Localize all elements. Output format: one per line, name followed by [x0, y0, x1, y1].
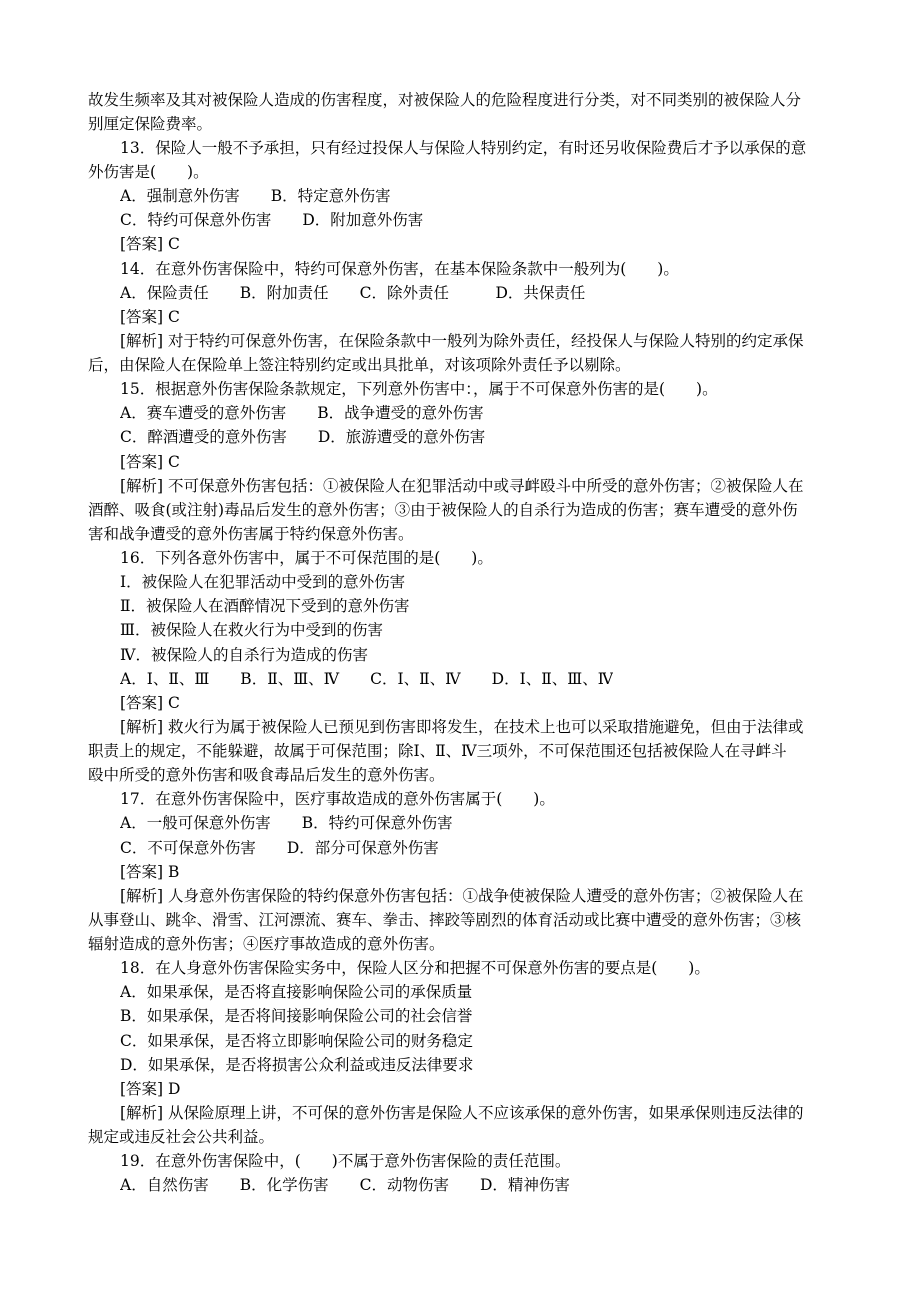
text-line: 害和战争遭受的意外伤害属于特约保意外伤害。: [88, 525, 414, 543]
text-line: 外伤害是( )。: [88, 163, 209, 181]
text-line: 故发生频率及其对被保险人造成的伤害程度，对被保险人的危险程度进行分类，对不同类别的被保险人分: [88, 91, 802, 109]
text-line: Ⅲ．被保险人在救火行为中受到的伤害: [120, 621, 383, 639]
text-line: C．如果承保，是否将立即影响保险公司的财务稳定: [120, 1032, 473, 1050]
text-line: A．赛车遭受的意外伤害 B．战争遭受的意外伤害: [120, 404, 484, 422]
text-line: 别厘定保险费率。: [88, 115, 213, 133]
text-line: 16．下列各意外伤害中，属于不可保范围的是( )。: [120, 549, 493, 567]
text-line: [答案] D: [120, 1080, 181, 1098]
text-line: [解析] 救火行为属于被保险人已预见到伤害即将发生，在技术上也可以采取措施避免，但由于法律或: [120, 718, 804, 736]
text-line: [解析] 人身意外伤害保险的特约保意外伤害包括：①战争使被保险人遭受的意外伤害；②被保险人在: [120, 887, 804, 905]
text-line: 后，由保险人在保险单上签注特别约定或出具批单，对该项除外责任予以剔除。: [88, 356, 631, 374]
text-line: [答案] B: [120, 863, 180, 881]
text-line: [解析] 从保险原理上讲，不可保的意外伤害是保险人不应该承保的意外伤害，如果承保则违反法律的: [120, 1104, 804, 1122]
text-line: A．自然伤害 B．化学伤害 C．动物伤害 D．精神伤害: [120, 1176, 570, 1194]
text-line: C．不可保意外伤害 D．部分可保意外伤害: [120, 839, 439, 857]
text-line: 殴中所受的意外伤害和吸食毒品后发生的意外伤害。: [88, 766, 445, 784]
text-line: 18．在人身意外伤害保险实务中，保险人区分和把握不可保意外伤害的要点是( )。: [120, 959, 710, 977]
text-line: A．强制意外伤害 B．特定意外伤害: [120, 187, 391, 205]
text-line: [解析] 对于特约可保意外伤害，在保险条款中一般列为除外责任，经投保人与保险人特别的约定承保: [120, 332, 804, 350]
text-line: 辐射造成的意外伤害；④医疗事故造成的意外伤害。: [88, 935, 445, 953]
text-line: A．保险责任 B．附加责任 C．除外责任 D．共保责任: [120, 284, 586, 302]
text-line: C．特约可保意外伤害 D．附加意外伤害: [120, 211, 424, 229]
text-line: Ⅱ．被保险人在酒醉情况下受到的意外伤害: [120, 597, 410, 615]
text-line: 17．在意外伤害保险中，医疗事故造成的意外伤害属于( )。: [120, 790, 555, 808]
text-line: B．如果承保，是否将间接影响保险公司的社会信誉: [120, 1007, 473, 1025]
text-line: 从事登山、跳伞、滑雪、江河漂流、赛车、拳击、摔跤等剧烈的体育活动或比赛中遭受的意外伤害；③核: [88, 911, 802, 929]
text-line: 19．在意外伤害保险中，( )不属于意外伤害保险的责任范围。: [120, 1152, 571, 1170]
text-line: 15．根据意外伤害保险条款规定，下列意外伤害中：，属于不可保意外伤害的是( )。: [120, 380, 718, 398]
text-line: 职责上的规定，不能躲避，故属于可保范围；除Ⅰ、Ⅱ、Ⅳ三项外，不可保范围还包括被保险人在寻衅斗: [88, 742, 787, 760]
text-line: A．如果承保，是否将直接影响保险公司的承保质量: [120, 983, 473, 1001]
text-line: D．如果承保，是否将损害公众利益或违反法律要求: [120, 1056, 474, 1074]
text-line: A．一般可保意外伤害 B．特约可保意外伤害: [120, 814, 453, 832]
text-line: 13．保险人一般不予承担，只有经过投保人与保险人特别约定，有时还另收保险费后才予以承保的意: [120, 139, 807, 157]
text-line: [答案] C: [120, 453, 180, 471]
text-line: 规定或违反社会公共利益。: [88, 1128, 275, 1146]
text-line: [答案] C: [120, 308, 180, 326]
text-line: C．醉酒遭受的意外伤害 D．旅游遭受的意外伤害: [120, 428, 486, 446]
text-line: Ⅳ．被保险人的自杀行为造成的伤害: [120, 646, 368, 664]
text-line: [解析] 不可保意外伤害包括：①被保险人在犯罪活动中或寻衅殴斗中所受的意外伤害；②被保险人在: [120, 477, 804, 495]
text-line: 酒醉、吸食(或注射)毒品后发生的意外伤害；③由于被保险人的自杀行为造成的伤害；赛车遭受的意外伤: [88, 501, 798, 519]
text-line: 14．在意外伤害保险中，特约可保意外伤害，在基本保险条款中一般列为( )。: [120, 260, 679, 278]
text-line: Ⅰ．被保险人在犯罪活动中受到的意外伤害: [120, 573, 406, 591]
text-line: A．Ⅰ、Ⅱ、Ⅲ B．Ⅱ、Ⅲ、Ⅳ C．Ⅰ、Ⅱ、Ⅳ D．Ⅰ、Ⅱ、Ⅲ、Ⅳ: [120, 670, 614, 688]
text-line: [答案] C: [120, 694, 180, 712]
text-line: [答案] C: [120, 235, 180, 253]
